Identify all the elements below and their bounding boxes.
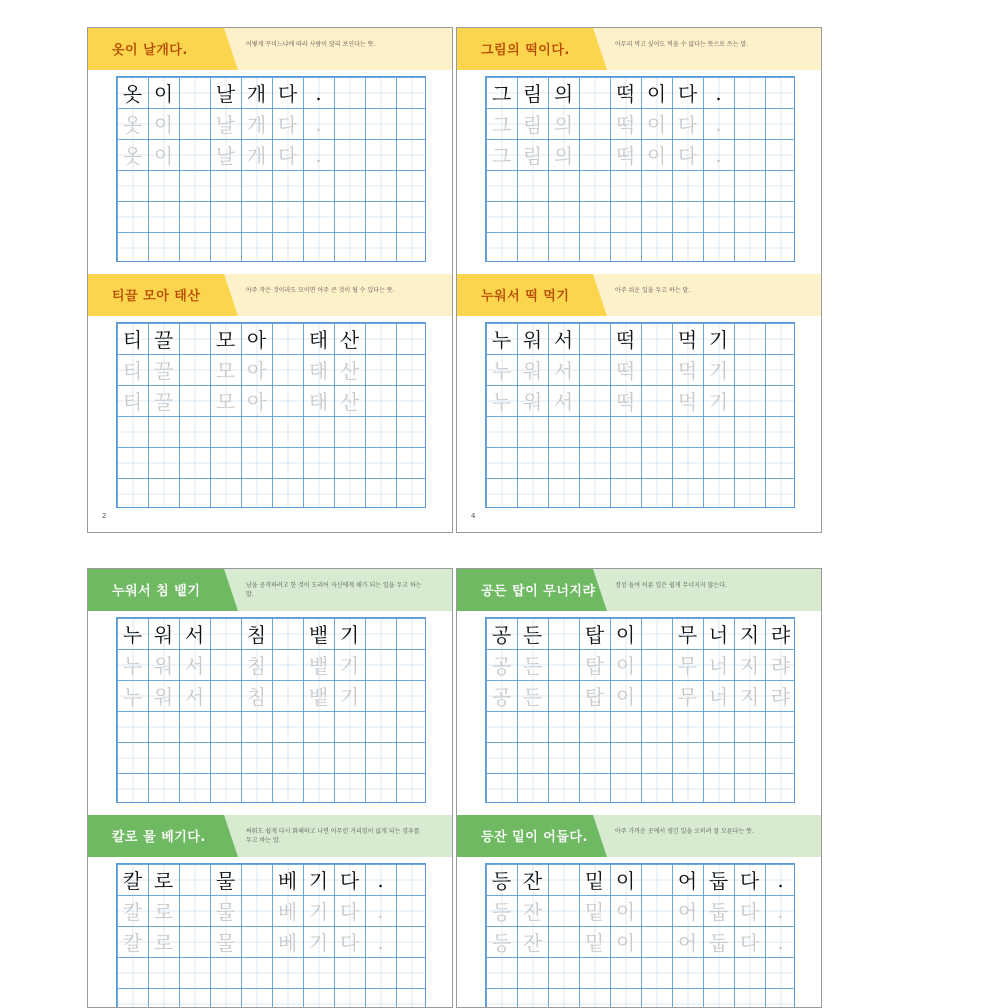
trace-character[interactable]: 공 <box>491 654 512 678</box>
proverb-section <box>457 274 821 529</box>
trace-character[interactable]: 옷 <box>122 144 143 168</box>
trace-character[interactable]: 기 <box>308 900 329 924</box>
model-character: 다 <box>739 869 760 893</box>
trace-character[interactable]: 아 <box>246 390 267 414</box>
trace-row <box>486 649 796 680</box>
trace-character[interactable]: 잔 <box>522 900 543 924</box>
trace-character[interactable]: 뱉 <box>308 654 329 678</box>
trace-character[interactable]: 침 <box>246 654 267 678</box>
trace-character[interactable]: 옷 <box>122 113 143 137</box>
trace-character[interactable]: 지 <box>739 654 760 678</box>
trace-character[interactable]: 밑 <box>584 931 605 955</box>
model-character: 티 <box>122 328 143 352</box>
trace-character[interactable]: 든 <box>522 685 543 709</box>
model-character: 이 <box>615 623 636 647</box>
trace-character[interactable]: . <box>715 111 722 136</box>
model-row <box>486 864 796 895</box>
trace-row <box>486 926 796 957</box>
model-row <box>117 618 427 649</box>
trace-row <box>117 895 427 926</box>
trace-character[interactable]: 잔 <box>522 931 543 955</box>
trace-character[interactable]: 날 <box>215 144 236 168</box>
trace-character[interactable]: 공 <box>491 685 512 709</box>
trace-character[interactable]: 태 <box>308 390 329 414</box>
model-character: 아 <box>246 328 267 352</box>
trace-character[interactable]: 랴 <box>770 654 791 678</box>
trace-character[interactable]: . <box>777 898 784 923</box>
trace-character[interactable]: 어 <box>677 900 698 924</box>
model-character: 다 <box>677 82 698 106</box>
trace-character[interactable]: 다 <box>277 113 298 137</box>
model-character: 너 <box>708 623 729 647</box>
trace-character[interactable]: 다 <box>339 931 360 955</box>
proverb-title: 등잔 밑이 어둡다. <box>481 830 588 845</box>
model-row <box>486 77 796 108</box>
writing-grid <box>116 863 426 1008</box>
trace-row <box>486 680 796 711</box>
trace-character[interactable]: 먹 <box>677 359 698 383</box>
worksheet-page <box>456 568 822 1008</box>
proverb-description: 싸워도 쉽게 다시 화해하고 나면 아무런 거리낌이 없게 되는 경우를 두고 하는 말. <box>246 828 420 844</box>
trace-character[interactable]: 기 <box>308 931 329 955</box>
trace-row <box>117 108 427 139</box>
trace-character[interactable]: 등 <box>491 900 512 924</box>
trace-character[interactable]: . <box>315 111 322 136</box>
writing-grid <box>116 617 426 803</box>
trace-character[interactable]: 로 <box>153 931 174 955</box>
trace-character[interactable]: 티 <box>122 390 143 414</box>
model-character: 다 <box>339 869 360 893</box>
trace-character[interactable]: 끌 <box>153 390 174 414</box>
model-row <box>117 77 427 108</box>
trace-character[interactable]: 뱉 <box>308 685 329 709</box>
trace-character[interactable]: 이 <box>615 931 636 955</box>
model-character: 누 <box>122 623 143 647</box>
model-character: 기 <box>708 328 729 352</box>
trace-character[interactable]: 탑 <box>584 654 605 678</box>
model-character: 날 <box>215 82 236 106</box>
model-character: 지 <box>739 623 760 647</box>
trace-character[interactable]: 너 <box>708 685 729 709</box>
model-character: . <box>377 867 384 892</box>
model-row <box>117 323 427 354</box>
trace-character[interactable]: . <box>315 142 322 167</box>
model-character: 베 <box>277 869 298 893</box>
proverb-section <box>88 274 452 529</box>
trace-character[interactable]: 칼 <box>122 931 143 955</box>
model-character: 공 <box>491 623 512 647</box>
trace-character[interactable]: 이 <box>615 685 636 709</box>
trace-character[interactable]: 의 <box>553 113 574 137</box>
model-character: 떡 <box>615 82 636 106</box>
model-character: 림 <box>522 82 543 106</box>
trace-character[interactable]: 기 <box>339 654 360 678</box>
trace-character[interactable]: 탑 <box>584 685 605 709</box>
proverb-title: 칼로 물 베기다. <box>112 830 206 845</box>
proverb-banner <box>88 569 452 611</box>
trace-character[interactable]: 끌 <box>153 359 174 383</box>
trace-character[interactable]: 기 <box>708 359 729 383</box>
trace-character[interactable]: 산 <box>339 359 360 383</box>
trace-character[interactable]: 이 <box>615 900 636 924</box>
trace-character[interactable]: 로 <box>153 900 174 924</box>
proverb-section <box>457 28 821 283</box>
trace-character[interactable]: 산 <box>339 390 360 414</box>
trace-character[interactable]: 날 <box>215 113 236 137</box>
trace-character[interactable]: 아 <box>246 359 267 383</box>
trace-character[interactable]: 다 <box>677 113 698 137</box>
trace-character[interactable]: 그 <box>491 144 512 168</box>
trace-character[interactable]: 다 <box>739 931 760 955</box>
proverb-description: 정성 들여 이룬 일은 쉽게 무너지지 않는다. <box>615 582 727 589</box>
proverb-section <box>88 569 452 824</box>
model-character: 이 <box>615 869 636 893</box>
trace-character[interactable]: 기 <box>339 685 360 709</box>
trace-character[interactable]: 서 <box>553 359 574 383</box>
model-character: 끌 <box>153 328 174 352</box>
model-character: . <box>715 80 722 105</box>
writing-grid <box>116 76 426 262</box>
proverb-section <box>88 28 452 283</box>
proverb-banner <box>88 815 452 857</box>
proverb-banner <box>457 28 821 70</box>
trace-character[interactable]: 워 <box>522 359 543 383</box>
trace-row <box>486 108 796 139</box>
trace-character[interactable]: 밑 <box>584 900 605 924</box>
trace-row <box>117 385 427 416</box>
writing-grid <box>485 863 795 1008</box>
proverb-description: 남을 공격하려고 한 것이 도리어 자신에게 해가 되는 일을 두고 하는 말. <box>246 582 422 598</box>
trace-row <box>117 354 427 385</box>
trace-character[interactable]: 워 <box>153 685 174 709</box>
trace-character[interactable]: 누 <box>122 685 143 709</box>
trace-row <box>486 385 796 416</box>
trace-character[interactable]: 너 <box>708 654 729 678</box>
trace-character[interactable]: 개 <box>246 144 267 168</box>
trace-character[interactable]: 랴 <box>770 685 791 709</box>
proverb-title: 그림의 떡이다. <box>481 43 570 58</box>
trace-character[interactable]: 베 <box>277 900 298 924</box>
model-character: 태 <box>308 328 329 352</box>
trace-character[interactable]: 기 <box>708 390 729 414</box>
proverb-description: 아무리 먹고 싶어도 먹을 수 없다는 뜻으로 쓰는 말. <box>615 41 749 48</box>
trace-character[interactable]: 태 <box>308 359 329 383</box>
model-character: 산 <box>339 328 360 352</box>
writing-grid <box>485 322 795 508</box>
model-character: 물 <box>215 869 236 893</box>
trace-character[interactable]: 림 <box>522 113 543 137</box>
trace-character[interactable]: 떡 <box>615 359 636 383</box>
model-character: . <box>315 80 322 105</box>
trace-character[interactable]: 떡 <box>615 113 636 137</box>
model-character: 서 <box>184 623 205 647</box>
trace-character[interactable]: 다 <box>277 144 298 168</box>
trace-character[interactable]: 개 <box>246 113 267 137</box>
trace-character[interactable]: 무 <box>677 685 698 709</box>
trace-character[interactable]: 든 <box>522 654 543 678</box>
proverb-banner <box>457 569 821 611</box>
proverb-section <box>457 815 821 1008</box>
model-character: 어 <box>677 869 698 893</box>
trace-character[interactable]: 서 <box>184 685 205 709</box>
trace-character[interactable]: 다 <box>339 900 360 924</box>
writing-grid <box>485 76 795 262</box>
proverb-title: 티끌 모아 태산 <box>112 289 201 304</box>
trace-character[interactable]: 이 <box>646 144 667 168</box>
worksheet-page <box>87 568 453 1008</box>
trace-row <box>486 895 796 926</box>
trace-character[interactable]: 이 <box>153 113 174 137</box>
proverb-banner <box>457 274 821 316</box>
model-row <box>486 323 796 354</box>
page-number: 4 <box>471 512 476 520</box>
proverb-description: 아주 작은 것이라도 모이면 아주 큰 것이 될 수 있다는 뜻. <box>246 287 395 294</box>
trace-character[interactable]: 서 <box>184 654 205 678</box>
trace-character[interactable]: 티 <box>122 359 143 383</box>
trace-row <box>486 354 796 385</box>
model-character: 다 <box>277 82 298 106</box>
trace-character[interactable]: 둡 <box>708 900 729 924</box>
proverb-description: 아주 가까운 곳에서 생긴 일을 오히려 잘 모른다는 뜻. <box>615 828 754 835</box>
trace-row <box>117 649 427 680</box>
model-character: . <box>777 867 784 892</box>
model-character: 누 <box>491 328 512 352</box>
model-character: 이 <box>153 82 174 106</box>
model-character: 밑 <box>584 869 605 893</box>
model-character: 서 <box>553 328 574 352</box>
proverb-banner <box>88 274 452 316</box>
model-character: 든 <box>522 623 543 647</box>
proverb-description: 아주 쉬운 일을 두고 하는 말. <box>615 287 691 294</box>
model-character: 잔 <box>522 869 543 893</box>
trace-character[interactable]: 지 <box>739 685 760 709</box>
trace-character[interactable]: 서 <box>553 390 574 414</box>
model-character: 침 <box>246 623 267 647</box>
trace-character[interactable]: 먹 <box>677 390 698 414</box>
trace-character[interactable]: 누 <box>122 654 143 678</box>
model-character: 랴 <box>770 623 791 647</box>
worksheet-page <box>87 27 453 533</box>
trace-character[interactable]: 칼 <box>122 900 143 924</box>
model-character: 워 <box>522 328 543 352</box>
model-character: 뱉 <box>308 623 329 647</box>
model-character: 무 <box>677 623 698 647</box>
model-character: 기 <box>308 869 329 893</box>
proverb-section <box>88 815 452 1008</box>
model-character: 의 <box>553 82 574 106</box>
page-number: 2 <box>102 512 107 520</box>
trace-character[interactable]: 침 <box>246 685 267 709</box>
model-character: 먹 <box>677 328 698 352</box>
proverb-banner <box>457 815 821 857</box>
trace-character[interactable]: 무 <box>677 654 698 678</box>
trace-character[interactable]: 이 <box>153 144 174 168</box>
trace-character[interactable]: 물 <box>215 931 236 955</box>
trace-row <box>117 680 427 711</box>
trace-character[interactable]: 어 <box>677 931 698 955</box>
model-row <box>486 618 796 649</box>
model-character: 칼 <box>122 869 143 893</box>
proverb-section <box>457 569 821 824</box>
trace-character[interactable]: . <box>715 142 722 167</box>
trace-character[interactable]: 다 <box>739 900 760 924</box>
trace-row <box>117 926 427 957</box>
trace-character[interactable]: . <box>377 929 384 954</box>
model-character: 떡 <box>615 328 636 352</box>
model-character: 그 <box>491 82 512 106</box>
proverb-title: 옷이 날개다. <box>112 43 188 58</box>
trace-character[interactable]: . <box>377 898 384 923</box>
trace-character[interactable]: 베 <box>277 931 298 955</box>
trace-character[interactable]: 그 <box>491 113 512 137</box>
trace-character[interactable]: 모 <box>215 359 236 383</box>
writing-grid <box>116 322 426 508</box>
proverb-title: 누워서 침 뱉기 <box>112 584 201 599</box>
trace-character[interactable]: 림 <box>522 144 543 168</box>
model-row <box>117 864 427 895</box>
model-character: 모 <box>215 328 236 352</box>
proverb-title: 누워서 떡 먹기 <box>481 289 570 304</box>
proverb-title: 공든 탑이 무너지랴 <box>481 584 596 599</box>
trace-character[interactable]: 이 <box>646 113 667 137</box>
trace-character[interactable]: 누 <box>491 390 512 414</box>
trace-character[interactable]: 떡 <box>615 390 636 414</box>
model-character: 이 <box>646 82 667 106</box>
model-character: 기 <box>339 623 360 647</box>
trace-character[interactable]: 워 <box>522 390 543 414</box>
trace-character[interactable]: 등 <box>491 931 512 955</box>
trace-character[interactable]: 떡 <box>615 144 636 168</box>
model-character: 등 <box>491 869 512 893</box>
trace-character[interactable]: 이 <box>615 654 636 678</box>
proverb-banner <box>88 28 452 70</box>
trace-row <box>486 139 796 170</box>
model-character: 개 <box>246 82 267 106</box>
trace-row <box>117 139 427 170</box>
model-character: 탑 <box>584 623 605 647</box>
trace-character[interactable]: . <box>777 929 784 954</box>
writing-grid <box>485 617 795 803</box>
proverb-description: 어떻게 꾸미느냐에 따라 사람이 달리 보인다는 뜻. <box>246 41 376 48</box>
trace-character[interactable]: 의 <box>553 144 574 168</box>
trace-character[interactable]: 물 <box>215 900 236 924</box>
model-character: 옷 <box>122 82 143 106</box>
trace-character[interactable]: 누 <box>491 359 512 383</box>
trace-character[interactable]: 다 <box>677 144 698 168</box>
trace-character[interactable]: 모 <box>215 390 236 414</box>
trace-character[interactable]: 워 <box>153 654 174 678</box>
worksheet-page <box>456 27 822 533</box>
model-character: 로 <box>153 869 174 893</box>
trace-character[interactable]: 둡 <box>708 931 729 955</box>
model-character: 둡 <box>708 869 729 893</box>
model-character: 워 <box>153 623 174 647</box>
